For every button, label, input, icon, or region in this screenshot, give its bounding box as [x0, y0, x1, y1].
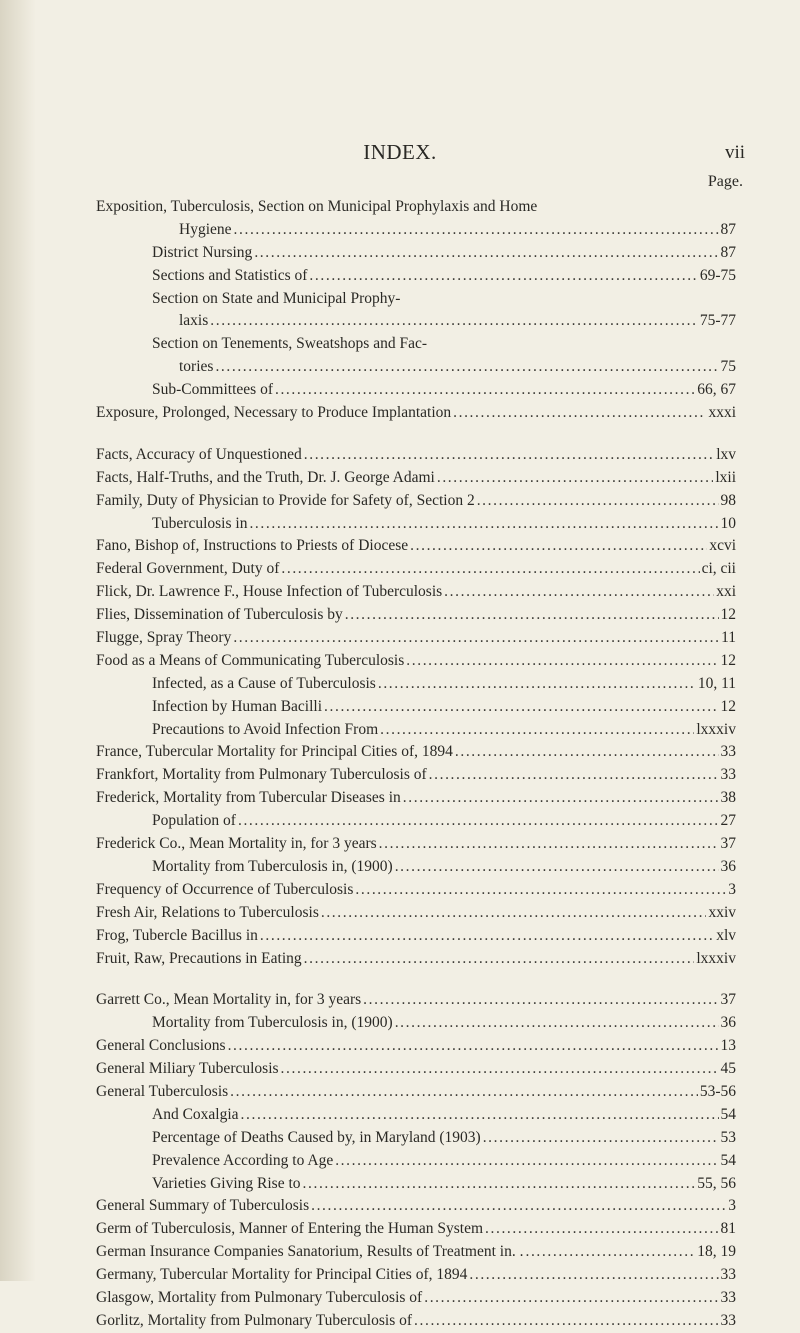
dot-leader — [403, 787, 719, 810]
dot-leader — [215, 356, 718, 379]
index-entry — [96, 444, 736, 467]
entry-page-ref: 33 — [720, 766, 736, 784]
entry-page-ref: xlv — [716, 926, 736, 944]
dot-leader — [455, 741, 719, 764]
dot-leader — [363, 989, 718, 1012]
page-number: vii — [724, 142, 745, 163]
index-entry — [96, 948, 736, 971]
entry-text: Infection by Human Bacilli — [152, 697, 323, 715]
entry-page-ref: 33 — [720, 1266, 736, 1284]
entry-page-ref: 53-56 — [699, 1082, 736, 1100]
entry-page-ref: 45 — [720, 1060, 736, 1078]
index-entry — [96, 764, 736, 787]
entry-text: Gorlitz, Mortality from Pulmonary Tuberculosis of — [96, 1311, 413, 1329]
index-entry — [96, 558, 736, 581]
index-heading-line: Section on Tenements, Sweatshops and Fac- — [152, 335, 427, 353]
entry-page-ref: 54 — [720, 1105, 736, 1123]
entry-page-ref: 10, 11 — [697, 674, 736, 692]
index-entry — [96, 673, 736, 696]
entry-text: Mortality from Tuberculosis in, (1900) — [152, 1014, 393, 1032]
index-entry — [96, 879, 736, 902]
entry-page-ref: 98 — [720, 491, 736, 509]
entry-page-ref: 87 — [720, 220, 736, 238]
index-entry — [96, 604, 736, 627]
dot-leader — [378, 673, 696, 696]
entry-page-ref: 54 — [720, 1151, 736, 1169]
dot-leader — [210, 310, 698, 333]
dot-leader — [233, 627, 719, 650]
entry-text: Facts, Accuracy of Unquestioned — [96, 445, 302, 463]
entry-text: General Miliary Tuberculosis — [96, 1060, 279, 1078]
entry-page-ref: xxxi — [708, 404, 736, 422]
entry-text: Facts, Half-Truths, and the Truth, Dr. J. George Adami — [96, 468, 435, 486]
index-entry — [96, 650, 736, 673]
entry-page-ref: 69-75 — [699, 266, 736, 284]
dot-leader — [281, 558, 699, 581]
entry-page-ref: lxv — [716, 445, 736, 463]
index-entry — [96, 219, 736, 242]
dot-leader — [395, 1012, 719, 1035]
index-list — [96, 196, 736, 1333]
dot-leader — [249, 513, 718, 536]
index-entry — [96, 856, 736, 879]
index-entry — [96, 719, 736, 742]
index-entry — [96, 513, 736, 536]
entry-text: General Tuberculosis — [96, 1082, 229, 1100]
entry-page-ref: 81 — [720, 1220, 736, 1238]
index-heading-line: Section on State and Municipal Prophy- — [152, 289, 401, 307]
entry-text: Frog, Tubercle Bacillus in — [96, 926, 258, 944]
dot-leader — [254, 242, 718, 265]
entry-text: Federal Government, Duty of — [96, 560, 280, 578]
entry-page-ref: 37 — [720, 991, 736, 1009]
entry-text: Garrett Co., Mean Mortality in, for 3 years — [96, 991, 362, 1009]
dot-leader — [321, 902, 707, 925]
entry-text: Sections and Statistics of — [152, 266, 308, 284]
entry-text: Tuberculosis in — [152, 514, 248, 532]
letter-section-gap — [96, 970, 736, 989]
dot-leader — [281, 1058, 719, 1081]
entry-text: Frankfort, Mortality from Pulmonary Tuberculosis of — [96, 766, 427, 784]
entry-text: Food as a Means of Communicating Tuberculosis — [96, 651, 405, 669]
entry-text: German Insurance Companies Sanatorium, Results of Treatment in. . — [96, 1243, 524, 1261]
index-entry — [96, 265, 736, 288]
entry-page-ref: 12 — [720, 606, 736, 624]
index-entry — [96, 242, 736, 265]
entry-text: Precautions to Avoid Infection From — [152, 720, 379, 738]
dot-leader — [230, 1081, 698, 1104]
entry-text: Fruit, Raw, Precautions in Eating — [96, 949, 302, 967]
entry-text: Frederick, Mortality from Tubercular Diseases in — [96, 789, 401, 807]
index-entry — [96, 356, 736, 379]
entry-page-ref: 37 — [720, 835, 736, 853]
page-column-label: Page. — [707, 173, 743, 190]
index-entry — [96, 627, 736, 650]
entry-page-ref: 87 — [720, 243, 736, 261]
entry-page-ref: 66, 67 — [697, 381, 736, 399]
dot-leader — [275, 379, 695, 402]
dot-leader — [379, 833, 719, 856]
entry-page-ref: 38 — [720, 789, 736, 807]
dot-leader — [380, 719, 694, 742]
dot-leader — [453, 402, 706, 425]
entry-page-ref: 11 — [721, 629, 736, 647]
entry-text: Varieties Giving Rise to — [152, 1174, 301, 1192]
entry-page-ref: 75-77 — [699, 312, 736, 330]
entry-page-ref: 10 — [720, 514, 736, 532]
entry-text: Fano, Bishop of, Instructions to Priests of Diocese — [96, 537, 409, 555]
index-entry — [96, 310, 736, 333]
entry-page-ref: xcvi — [709, 537, 736, 555]
entry-text: Fresh Air, Relations to Tuberculosis — [96, 903, 319, 921]
index-entry — [96, 1173, 736, 1196]
index-entry — [96, 696, 736, 719]
dot-leader — [304, 444, 714, 467]
entry-page-ref: 53 — [720, 1128, 736, 1146]
entry-page-ref: 12 — [720, 651, 736, 669]
dot-leader — [241, 1104, 719, 1127]
dot-leader — [335, 1150, 718, 1173]
entry-text: Prevalence According to Age — [152, 1151, 334, 1169]
entry-page-ref: 3 — [728, 1197, 736, 1215]
dot-leader — [309, 265, 697, 288]
entry-page-ref: 55, 56 — [697, 1174, 736, 1192]
dot-leader — [303, 1173, 696, 1196]
entry-page-ref: 12 — [720, 697, 736, 715]
index-entry — [96, 1241, 736, 1264]
index-entry — [96, 1104, 736, 1127]
page-title: INDEX. — [363, 140, 437, 164]
index-entry — [96, 1287, 736, 1310]
dot-leader — [477, 490, 719, 513]
entry-page-ref: lxii — [715, 468, 736, 486]
dot-leader — [469, 1264, 718, 1287]
dot-leader — [406, 650, 718, 673]
entry-text: Frequency of Occurrence of Tuberculosis — [96, 880, 354, 898]
index-entry — [96, 535, 736, 558]
index-entry — [96, 1035, 736, 1058]
index-entry — [96, 1195, 736, 1218]
dot-leader — [444, 581, 714, 604]
entry-text: Frederick Co., Mean Mortality in, for 3 years — [96, 835, 377, 853]
entry-page-ref: 33 — [720, 743, 736, 761]
dot-leader — [304, 948, 695, 971]
entry-text: Germany, Tubercular Mortality for Principal Cities of, 1894 — [96, 1266, 468, 1284]
page-gutter-shadow — [0, 0, 36, 1281]
dot-leader — [483, 1127, 719, 1150]
dot-leader — [437, 467, 713, 490]
entry-text: District Nursing — [152, 243, 253, 261]
entry-page-ref: 3 — [728, 880, 736, 898]
index-entry — [96, 925, 736, 948]
index-entry — [96, 490, 736, 513]
entry-text: And Coxalgia — [152, 1105, 239, 1123]
entry-text: Mortality from Tuberculosis in, (1900) — [152, 857, 393, 875]
index-entry — [96, 1058, 736, 1081]
entry-page-ref: 27 — [720, 812, 736, 830]
entry-text: Percentage of Deaths Caused by, in Maryland (1903) — [152, 1128, 481, 1146]
dot-leader — [414, 1310, 718, 1333]
dot-leader — [395, 856, 719, 879]
entry-text: Flick, Dr. Lawrence F., House Infection of Tuberculosis — [96, 583, 443, 601]
entry-page-ref: xxiv — [708, 903, 736, 921]
entry-page-ref: 75 — [720, 358, 736, 376]
entry-page-ref: 36 — [720, 1014, 736, 1032]
entry-text: Glasgow, Mortality from Pulmonary Tuberculosis of — [96, 1288, 423, 1306]
dot-leader — [410, 535, 707, 558]
dot-leader — [429, 764, 719, 787]
entry-text: Family, Duty of Physician to Provide for Safety of, Section 2 — [96, 491, 475, 509]
dot-leader — [485, 1218, 718, 1241]
entry-page-ref: 13 — [720, 1037, 736, 1055]
entry-text: Infected, as a Cause of Tuberculosis — [152, 674, 376, 692]
dot-leader — [324, 696, 718, 719]
dot-leader — [355, 879, 726, 902]
entry-text: General Conclusions — [96, 1037, 226, 1055]
dot-leader — [345, 604, 719, 627]
entry-text: Population of — [152, 812, 236, 830]
index-entry — [96, 810, 736, 833]
entry-text: Flugge, Spray Theory — [96, 629, 232, 647]
index-entry — [96, 833, 736, 856]
entry-text: tories — [179, 358, 214, 376]
index-entry — [96, 1127, 736, 1150]
index-entry — [96, 581, 736, 604]
index-entry — [96, 379, 736, 402]
index-entry — [96, 467, 736, 490]
entry-text: Exposure, Prolonged, Necessary to Produce Implantation — [96, 404, 452, 422]
dot-leader — [234, 219, 719, 242]
index-entry — [96, 1310, 736, 1333]
index-entry — [96, 902, 736, 925]
index-entry — [96, 1218, 736, 1241]
index-entry — [96, 741, 736, 764]
entry-text: France, Tubercular Mortality for Principal Cities of, 1894 — [96, 743, 453, 761]
dot-leader — [260, 925, 714, 948]
entry-text: Germ of Tuberculosis, Manner of Entering the Human System — [96, 1220, 484, 1238]
dot-leader — [525, 1241, 695, 1264]
index-entry — [96, 787, 736, 810]
entry-page-ref: lxxxiv — [696, 720, 736, 738]
index-entry — [96, 1081, 736, 1104]
entry-text: Flies, Dissemination of Tuberculosis by — [96, 606, 343, 624]
entry-text: Sub-Committees of — [152, 381, 273, 399]
index-heading-line: Exposition, Tuberculosis, Section on Municipal Prophylaxis and Home — [96, 198, 538, 215]
letter-section-gap — [96, 425, 736, 444]
index-entry — [96, 1150, 736, 1173]
entry-page-ref: 33 — [720, 1311, 736, 1329]
index-entry — [96, 1012, 736, 1035]
dot-leader — [238, 810, 719, 833]
index-entry — [96, 989, 736, 1012]
dot-leader — [311, 1195, 726, 1218]
entry-page-ref: 33 — [720, 1288, 736, 1306]
entry-text: General Summary of Tuberculosis — [96, 1197, 310, 1215]
entry-page-ref: 18, 19 — [697, 1243, 736, 1261]
entry-page-ref: 36 — [720, 857, 736, 875]
entry-page-ref: xxi — [716, 583, 736, 601]
entry-text: laxis — [179, 312, 209, 330]
entry-text: Hygiene — [179, 220, 232, 238]
index-entry — [96, 1264, 736, 1287]
dot-leader — [228, 1035, 719, 1058]
dot-leader — [424, 1287, 718, 1310]
index-entry — [96, 402, 736, 425]
entry-page-ref: ci, cii — [701, 560, 736, 578]
entry-page-ref: lxxxiv — [696, 949, 736, 967]
